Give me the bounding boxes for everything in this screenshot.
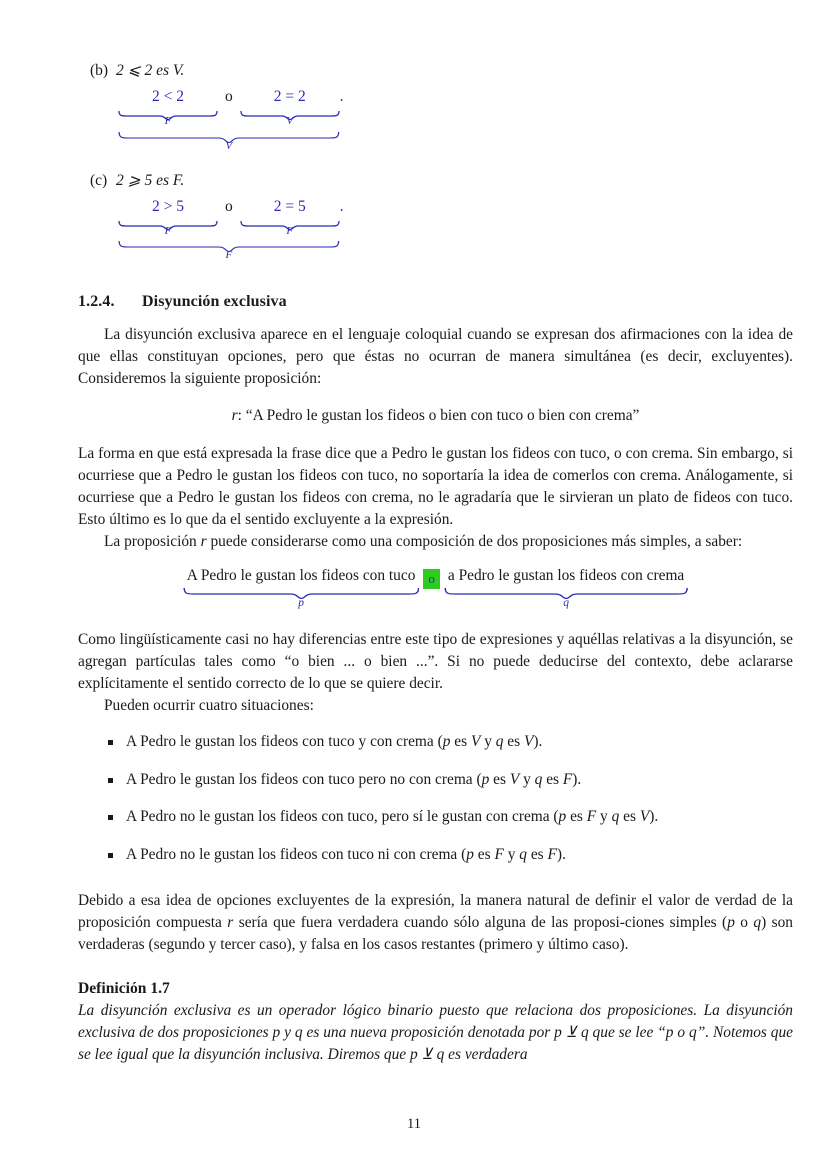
situation-q-value: F (547, 846, 557, 863)
pq-label-p: p (298, 597, 304, 610)
outer-brace-group-b (118, 88, 340, 151)
situation-q: q (495, 733, 504, 751)
conclusion-part-2: sería que fuera verdadera cuando sólo alguna de las proposi-ciones simples ( (233, 913, 728, 931)
situation-q: q (534, 770, 543, 788)
conclusion-symbol-r: r (227, 913, 234, 931)
situation-q-mid: es (503, 733, 524, 751)
label-left-c: F (164, 225, 172, 238)
formula-tail-b: . (339, 88, 344, 106)
label-left-b: F (164, 115, 172, 128)
brace-term-right-b (240, 88, 340, 127)
pq-row (183, 567, 689, 609)
situation-conj: y (480, 733, 496, 751)
proposition-r-display (78, 407, 793, 425)
conclusion-part-4: ) son verdaderas (segundo y tercer caso), y falsa en los casos restantes (primero y último caso). (78, 913, 794, 953)
situation-p: p (558, 808, 567, 826)
brace-row-c (118, 198, 340, 237)
situation-p-value: F (586, 808, 597, 826)
brace-formula-b (78, 88, 793, 153)
section-heading (78, 293, 793, 311)
pq-part-q (444, 567, 688, 609)
xor-operator-highlight: o (423, 569, 440, 589)
definition-title: Definición 1.7 (78, 979, 170, 997)
pq-decomposition-block (78, 567, 793, 609)
list-item (108, 731, 793, 753)
pq-label-q: q (563, 597, 569, 610)
outer-brace-group-c (118, 198, 340, 261)
term-left-b: 2 < 2 (152, 88, 184, 106)
situation-text: A Pedro le gustan los fideos con tuco y con crema ( (126, 733, 443, 751)
situation-conj: y (519, 770, 535, 788)
situation-p-mid: es (450, 733, 471, 751)
conclusion-part-3: o (734, 913, 754, 931)
paragraph-conclusion (78, 890, 793, 956)
list-item (108, 844, 793, 866)
pq-inner (183, 567, 689, 609)
formula-tail-c: . (339, 198, 344, 216)
enum-statement-b: 2 ⩽ 2 es V. (116, 62, 185, 79)
pq-text-p: A Pedro le gustan los fideos con tuco (186, 567, 416, 585)
situation-conj: y (503, 846, 520, 863)
situation-tail: ). (572, 770, 582, 788)
joiner-c: o (225, 198, 233, 216)
composition-post: puede considerarse como una composición de dos proposiciones más simples, a saber: (206, 533, 743, 551)
situation-text: A Pedro le gustan los fideos con tuco pero no con crema ( (126, 770, 482, 788)
situation-conj: y (596, 808, 612, 826)
term-right-b: 2 = 2 (273, 88, 306, 106)
situation-p: p (466, 846, 474, 863)
pq-text-q: a Pedro le gustan los fideos con crema (447, 567, 685, 585)
conclusion-symbol-q: q (753, 913, 762, 931)
situation-tail: ). (649, 808, 659, 826)
situation-text: A Pedro no le gustan los fideos con tuco ni con crema ( (126, 846, 467, 863)
situation-q-mid: es (526, 846, 548, 863)
joiner-b: o (225, 88, 233, 106)
situation-q-value: F (562, 770, 573, 788)
brace-formula-c (78, 198, 793, 263)
paragraph-linguistic: Como lingüísticamente casi no hay diferencias entre este tipo de expresiones y aquéllas relativas a la disyunción, se agregan partículas tales como “o bien ... o bien ...”. Si no puede deducirse del contexto, debe aclararse explícitamente el sentido correcto de lo que se quiere decir. (78, 631, 793, 693)
paragraph-composition (78, 531, 793, 553)
conclusion-part-1: Debido a esa idea de opciones excluyentes de la expresión, la manera natural de definir el valor de verdad de la proposición compuesta (78, 891, 793, 931)
enum-label-b: (b) (90, 62, 109, 79)
situation-p-mid: es (566, 808, 587, 826)
situation-text: A Pedro no le gustan los fideos con tuco, pero sí le gustan con crema ( (126, 808, 559, 826)
brace-row-b (118, 88, 340, 127)
situations-list (78, 731, 793, 865)
page-number: 11 (407, 1116, 421, 1132)
enum-item-c (78, 170, 793, 192)
brace-term-right-c (240, 198, 340, 237)
outer-underbrace-b (118, 130, 340, 141)
paragraph-intro: La disyunción exclusiva aparece en el lenguaje coloquial cuando se expresan dos afirmaciones con la idea de que ellas constituyan opciones, pero que éstas no ocurran de manera simultánea (es decir, excluyentes). Consideremos la siguiente proposición: (78, 326, 793, 388)
situation-q-mid: es (619, 808, 640, 826)
situation-p-value: F (494, 846, 504, 863)
situation-p: p (442, 733, 451, 751)
enum-label-c: (c) (90, 171, 108, 189)
situation-q: q (611, 808, 620, 826)
label-right-c: F (286, 225, 294, 238)
situation-p-mid: es (473, 846, 495, 863)
situation-tail: ). (556, 846, 566, 863)
situation-q: q (519, 846, 527, 863)
pq-underbrace-p (183, 586, 420, 597)
outer-label-b: V (225, 139, 233, 152)
term-right-c: 2 = 5 (273, 198, 306, 216)
situation-tail: ). (533, 733, 543, 751)
section-number: 1.2.4. (78, 293, 115, 311)
label-right-b: V (286, 115, 294, 128)
situation-p-mid: es (489, 770, 510, 788)
enum-statement-c: 2 ⩾ 5 es F. (116, 171, 185, 189)
section-title: Disyunción exclusiva (142, 293, 287, 311)
situation-p-value: V (470, 733, 481, 751)
brace-term-left-b (118, 88, 218, 127)
term-left-c: 2 > 5 (152, 198, 184, 216)
situation-p-value: V (509, 770, 520, 788)
pq-underbrace-q (444, 586, 688, 597)
situation-p: p (481, 770, 490, 788)
situation-q-mid: es (542, 770, 563, 788)
list-item (108, 806, 793, 828)
brace-term-left-c (118, 198, 218, 237)
paragraph-explanation: La forma en que está expresada la frase dice que a Pedro le gustan los fideos con tuco, o con crema. Sin embargo, si ocurriese que a Pedro le gustan los fideos con tuco, no soportaría la idea de comerlos con crema. Análogamente, si ocurriese que a Pedro le gustan los fideos con crema, no le agradaría que le sirvieran un plato de fideos con tuco. Esto último es lo que da el sentido excluyente a la expresión. (78, 445, 793, 529)
composition-symbol: r (200, 533, 207, 551)
situation-q-value: V (639, 808, 650, 826)
paragraph-four-situations-lead: Pueden ocurrir cuatro situaciones: (104, 697, 314, 715)
proposition-r-text: : “A Pedro le gustan los fideos o bien con tuco o bien con crema” (237, 407, 640, 425)
page-content (78, 60, 793, 1067)
list-item (108, 769, 793, 791)
proposition-r-symbol: r (231, 407, 238, 425)
definition-body: La disyunción exclusiva es un operador lógico binario puesto que relaciona dos proposiciones. La disyunción exclusiva de dos proposiciones p y q es una nueva proposición denotada por p ⊻ q que se lee “p o q”. Notemos que se lee igual que la disyunción inclusiva. Diremos que p ⊻ q es verdadera (78, 1001, 793, 1064)
pq-part-p (183, 567, 420, 609)
situation-q-value: V (523, 733, 534, 751)
composition-pre: La proposición (104, 533, 201, 551)
spacer (78, 882, 793, 890)
enum-item-b (78, 60, 793, 82)
conclusion-symbol-p: p (727, 913, 735, 931)
outer-label-c: F (225, 249, 233, 262)
